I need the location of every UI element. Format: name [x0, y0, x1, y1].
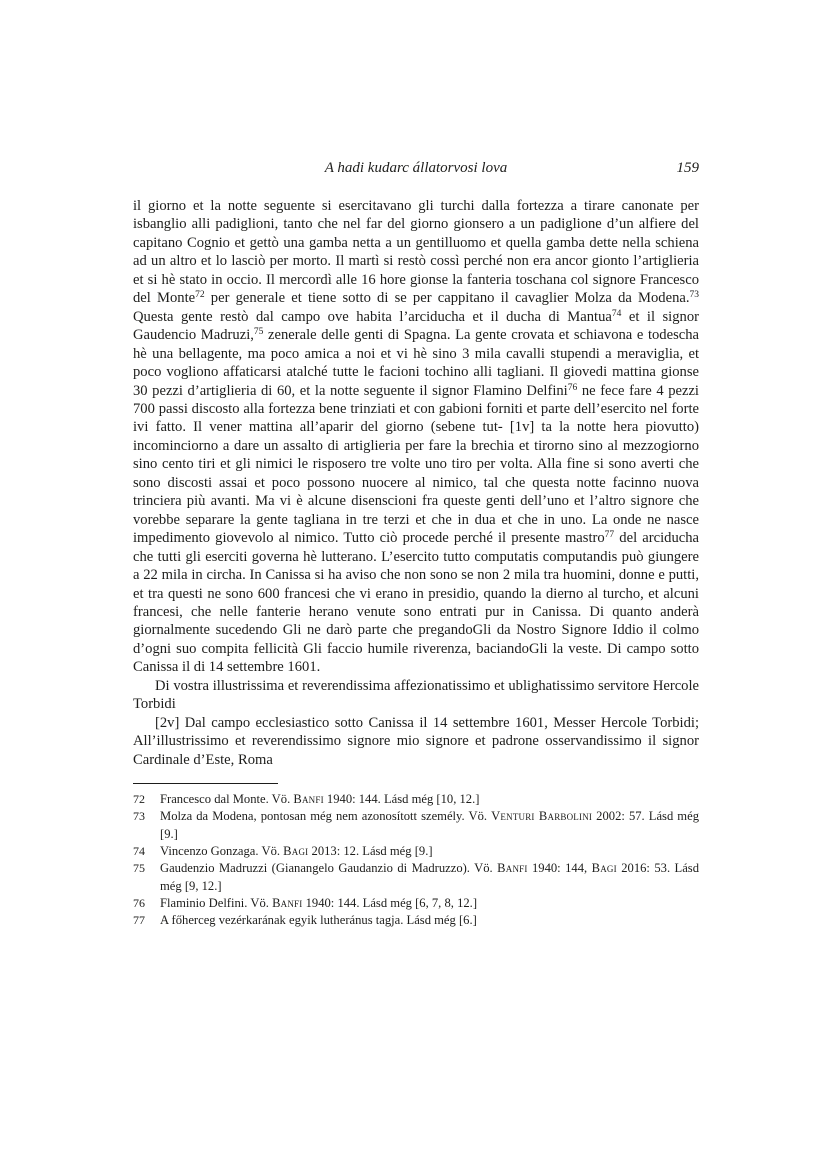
footnote-item	[133, 843, 699, 860]
paragraph-signature	[133, 677, 699, 714]
footnote-text	[160, 791, 699, 808]
footnote-number: 77	[133, 913, 145, 928]
text-run: del arciducha che tutti gli eserciti governa hè lutterano. L’esercito tutto computatis computandis può giungere a 22 mila in circha. In Canissa si ha aviso che non sono se non 2 mila tra huomini, donne e putti, et tra questi ne sono 600 francesi che vi erano in presidio, quando la dierno al turcho, et alcuni francesi, che nelle fanterie herano venute sono entrati pur in Canissa. Di quanto anderà giornalmente sucedendo Gli ne darò parte che pregandoGli da Nostro Signore Iddio il colmo d’ogni suo compita fellicità Gli faccio humile riverenza, baciandoGli la veste. Di campo sotto Canissa il di 14 settembre 1601.	[133, 530, 699, 676]
footnote-item	[133, 860, 699, 895]
text-run: Di vostra illustrissima et reverendissima affezionatissimo et ublighatissimo servitore Hercole Torbidi	[133, 677, 699, 713]
smallcaps-author-name: Bagi	[283, 843, 309, 858]
text-run: 1940: 144,	[527, 861, 592, 876]
text-run: 2002: 57. Lásd még [9.]	[160, 809, 699, 841]
paragraph-address	[133, 714, 699, 769]
text-run: il giorno et la notte seguente si esercitavano gli turchi dalla fortezza a tirare canonate per isbanglio alli padiglioni, tanto che nel far del giorno gionsero a un padiglione d’un alfiere del capitano Cognio et gettò una gamba netta a un gentilluomo et quella gamba dette nella schiena ad un altro et lo lasciò per morto. Il martì si restò cossì perché non era ancor gionto l’artiglieria et si hè stato in occio. Il mercordì alle 16 hore gionse la fanteria toschana col signore Francesco del Monte	[133, 198, 699, 307]
text-run: 1940: 144. Lásd még [10, 12.]	[323, 792, 480, 807]
text-run: Francesco dal Monte. Vö.	[160, 792, 294, 807]
text-run: et il signor Gaudencio Madruzi,	[133, 308, 699, 344]
body-text	[133, 197, 699, 769]
paragraph-letter-body	[133, 197, 699, 677]
page-number: 159	[676, 160, 699, 176]
footnote-text	[160, 912, 699, 929]
footnote-marker: 76	[567, 382, 578, 393]
footnote-marker: 73	[689, 290, 699, 301]
text-run: ne fece fare 4 pezzi 700 passi discosto alla fortezza bene trinziati et con gabioni forniti et parte dell’esercito nel forte ivi fatto. Il vener mattina all’aparir del giorno (sebene tut- [1v] ta la notte hera piovutto) incominciorno a dare un assalto di artiglieria per fare la brechia et tirorno sino al mezzogiorno sino cento tiri et gli nimici le risposero tre volte uno tiro per volta. Alla fine si sono averti che sono discosti assai et poco possono nuocere al nimico, tal che questa notte facinno nuova trinciera più avanti. Ma vi è alcune disenscioni fra queste genti dell’uno et l’altro signore che vorebbe separare la gente tagliana in tre terzi et che in dua et che in uno. La onde ne nasce impedimento giovevolo al nimico. Tutto ciò procede perché il presente mastro	[133, 382, 699, 547]
footnote-marker: 72	[195, 290, 205, 301]
smallcaps-author-name: Bagi	[591, 861, 617, 876]
footnote-item	[133, 808, 699, 843]
smallcaps-author-name: Venturi Barbolini	[491, 809, 593, 824]
text-run: [2v] Dal campo ecclesiastico sotto Canissa il 14 settembre 1601, Messer Hercole Torbidi; All’illustrissimo et reverendissimo signore mio signore et padrone osservandissimo il signor Cardinale d’Este, Roma	[133, 714, 699, 768]
text-run: per generale et tiene sotto di se per cappitano il cavaglier Molza da Modena.	[204, 290, 690, 307]
footnote-item	[133, 895, 699, 912]
footnote-marker: 77	[604, 530, 615, 541]
page-content	[133, 158, 699, 929]
footnote-text	[160, 860, 699, 895]
smallcaps-author-name: Banfi	[497, 861, 528, 876]
text-run: zenerale delle genti di Spagna. La gente crovata et schiavona e todescha hè una bellagente, ma poco amica a noi et vi hè sino 3 mila cavalli stupendi a meraviglia, et poco vogliono affaticarsi atalché tutte le facioni tochino alli tagliani. Il giovedi mattina gionse 30 pezzi d’artiglieria di 60, et la notte seguente il signor Flamino Delfini	[133, 327, 699, 399]
smallcaps-author-name: Banfi	[272, 895, 303, 910]
text-run: Molza da Modena, pontosan még nem azonosított személy. Vö.	[160, 809, 492, 824]
running-title: A hadi kudarc állatorvosi lova	[324, 160, 508, 176]
footnote-number: 73	[133, 809, 145, 824]
text-run: Vincenzo Gonzaga. Vö.	[160, 843, 284, 858]
text-run: 2013: 12. Lásd még [9.]	[308, 843, 433, 858]
smallcaps-author-name: Banfi	[293, 792, 324, 807]
footnote-item	[133, 791, 699, 808]
footnote-text	[160, 808, 699, 843]
text-run: A főherceg vezérkarának egyik lutheránus tagja. Lásd még [6.]	[160, 913, 477, 928]
footnote-number: 74	[133, 843, 145, 858]
footnote-number: 76	[133, 895, 145, 910]
footnote-item	[133, 912, 699, 929]
footnote-text	[160, 895, 699, 912]
footnote-marker: 75	[253, 327, 264, 338]
text-run: Flaminio Delfini. Vö.	[160, 895, 273, 910]
text-run: 1940: 144. Lásd még [6, 7, 8, 12.]	[302, 895, 478, 910]
footnote-number: 72	[133, 792, 145, 807]
footnote-number: 75	[133, 861, 145, 876]
text-run: Gaudenzio Madruzzi (Gianangelo Gaudanzio di Madruzzo). Vö.	[160, 861, 498, 876]
running-head	[133, 158, 699, 178]
text-run: Questa gente restò dal campo ove habita l’arciducha et il ducha di Mantua	[133, 308, 612, 325]
footnotes-section	[133, 791, 699, 929]
footnote-text	[160, 843, 699, 860]
footnote-separator	[133, 783, 278, 784]
text-run: 2016: 53. Lásd még [9, 12.]	[160, 861, 700, 893]
footnote-marker: 74	[611, 308, 622, 319]
